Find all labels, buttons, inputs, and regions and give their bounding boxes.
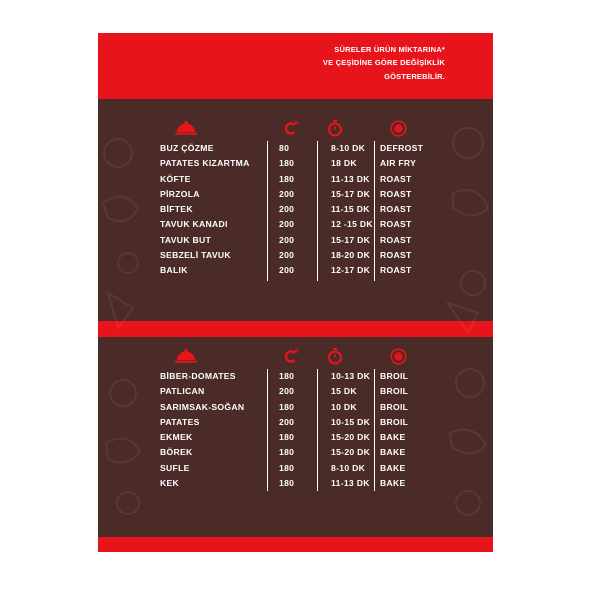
degree-c-icon bbox=[281, 117, 301, 139]
cell-mode: BROIL bbox=[380, 386, 409, 397]
column-divider bbox=[374, 141, 375, 281]
cell-temp: 200 bbox=[279, 250, 295, 261]
cell-temp: 180 bbox=[279, 462, 295, 473]
cell-mode: ROAST bbox=[380, 204, 412, 215]
cell-mode: BAKE bbox=[380, 462, 406, 473]
cell-time: 12 -15 DK bbox=[331, 219, 373, 230]
column-divider bbox=[267, 141, 268, 281]
column-divider bbox=[267, 369, 268, 491]
cell-time: 15-17 DK bbox=[331, 234, 371, 245]
cell-time: 11-13 DK bbox=[331, 478, 370, 489]
table-row bbox=[98, 384, 493, 399]
table-row bbox=[98, 233, 493, 248]
cell-temp: 200 bbox=[279, 219, 295, 230]
cell-mode: BAKE bbox=[380, 447, 406, 458]
cell-name: BİBER-DOMATES bbox=[160, 371, 236, 381]
cloche-icon bbox=[174, 345, 198, 367]
cell-time: 15-17 DK bbox=[331, 188, 371, 199]
cell-temp: 200 bbox=[279, 265, 295, 276]
cell-mode: BAKE bbox=[380, 432, 406, 443]
cell-mode: BROIL bbox=[380, 371, 409, 381]
cell-time: 18 DK bbox=[331, 158, 357, 169]
table-row bbox=[98, 461, 493, 476]
cell-mode: BROIL bbox=[380, 401, 409, 412]
cell-temp: 180 bbox=[279, 478, 295, 489]
cell-name: EKMEK bbox=[160, 432, 193, 443]
cell-name: BİFTEK bbox=[160, 204, 193, 215]
cell-mode: AIR FRY bbox=[380, 158, 417, 169]
cell-time: 8-10 DK bbox=[331, 462, 366, 473]
cell-name: SUFLE bbox=[160, 462, 190, 473]
disclaimer-line-1: SÜRELER ÜRÜN MİKTARINA* bbox=[334, 45, 445, 54]
cell-time: 18-20 DK bbox=[331, 250, 371, 261]
cell-time: 10-13 DK bbox=[331, 371, 371, 381]
table-row bbox=[98, 202, 493, 217]
heat-mode-icon bbox=[388, 345, 408, 367]
cell-mode: BAKE bbox=[380, 478, 406, 489]
disclaimer-line-3: GÖSTEREBİLİR. bbox=[384, 71, 445, 81]
cell-mode: ROAST bbox=[380, 188, 412, 199]
cell-name: SEBZELİ TAVUK bbox=[160, 250, 231, 261]
cell-mode: BROIL bbox=[380, 416, 409, 427]
column-divider bbox=[374, 369, 375, 491]
cell-name: TAVUK KANADI bbox=[160, 219, 228, 230]
degree-c-icon bbox=[281, 345, 301, 367]
stopwatch-icon bbox=[325, 345, 345, 367]
table-row bbox=[98, 248, 493, 263]
cell-name: PİRZOLA bbox=[160, 188, 200, 199]
cell-name: KÖFTE bbox=[160, 173, 191, 184]
table-row bbox=[98, 369, 493, 384]
cell-time: 12-17 DK bbox=[331, 265, 371, 276]
table-1-rows bbox=[98, 141, 493, 279]
cell-time: 11-15 DK bbox=[331, 204, 370, 215]
cell-time: 10-15 DK bbox=[331, 416, 371, 427]
cell-temp: 180 bbox=[279, 158, 295, 169]
table-row bbox=[98, 415, 493, 430]
cell-mode: ROAST bbox=[380, 173, 412, 184]
cell-temp: 200 bbox=[279, 188, 295, 199]
table-row bbox=[98, 156, 493, 171]
cell-temp: 180 bbox=[279, 432, 295, 443]
table-row bbox=[98, 400, 493, 415]
table-2-rows bbox=[98, 369, 493, 491]
cell-mode: ROAST bbox=[380, 265, 412, 276]
cell-name: BUZ ÇÖZME bbox=[160, 143, 214, 153]
table-row bbox=[98, 263, 493, 278]
cloche-icon bbox=[174, 117, 198, 139]
cell-time: 15-20 DK bbox=[331, 447, 371, 458]
cell-temp: 180 bbox=[279, 371, 295, 381]
cell-mode: ROAST bbox=[380, 250, 412, 261]
cell-temp: 180 bbox=[279, 173, 295, 184]
table-row bbox=[98, 445, 493, 460]
cell-name: PATATES bbox=[160, 416, 200, 427]
cell-time: 11-13 DK bbox=[331, 173, 370, 184]
cell-temp: 80 bbox=[279, 143, 290, 153]
cell-temp: 180 bbox=[279, 401, 295, 412]
disclaimer-line-2: VE ÇEŞİDİNE GÖRE DEĞİŞİKLİK bbox=[322, 58, 445, 68]
table-row bbox=[98, 141, 493, 156]
cell-name: BÖREK bbox=[160, 447, 193, 458]
cell-mode: ROAST bbox=[380, 234, 412, 245]
heat-mode-icon bbox=[388, 117, 408, 139]
column-divider bbox=[317, 369, 318, 491]
cell-name: BALIK bbox=[160, 265, 188, 276]
cell-name: SARIMSAK-SOĞAN bbox=[160, 401, 245, 412]
cooking-chart-page bbox=[98, 33, 493, 552]
cell-temp: 200 bbox=[279, 386, 295, 397]
cell-mode: ROAST bbox=[380, 219, 412, 230]
cell-temp: 200 bbox=[279, 416, 295, 427]
cell-name: KEK bbox=[160, 478, 180, 489]
table-row bbox=[98, 476, 493, 491]
cell-name: TAVUK BUT bbox=[160, 234, 212, 245]
cell-temp: 200 bbox=[279, 204, 295, 215]
cell-mode: DEFROST bbox=[380, 143, 424, 153]
cell-time: 8-10 DK bbox=[331, 143, 366, 153]
cell-time: 15-20 DK bbox=[331, 432, 371, 443]
cell-temp: 200 bbox=[279, 234, 295, 245]
column-divider bbox=[317, 141, 318, 281]
table-row bbox=[98, 187, 493, 202]
table-row bbox=[98, 430, 493, 445]
cell-time: 15 DK bbox=[331, 386, 357, 397]
cell-name: PATLICAN bbox=[160, 386, 205, 397]
table-row bbox=[98, 217, 493, 232]
cell-name: PATATES KIZARTMA bbox=[160, 158, 250, 169]
stopwatch-icon bbox=[325, 117, 345, 139]
table-row bbox=[98, 172, 493, 187]
cell-temp: 180 bbox=[279, 447, 295, 458]
cell-time: 10 DK bbox=[331, 401, 357, 412]
